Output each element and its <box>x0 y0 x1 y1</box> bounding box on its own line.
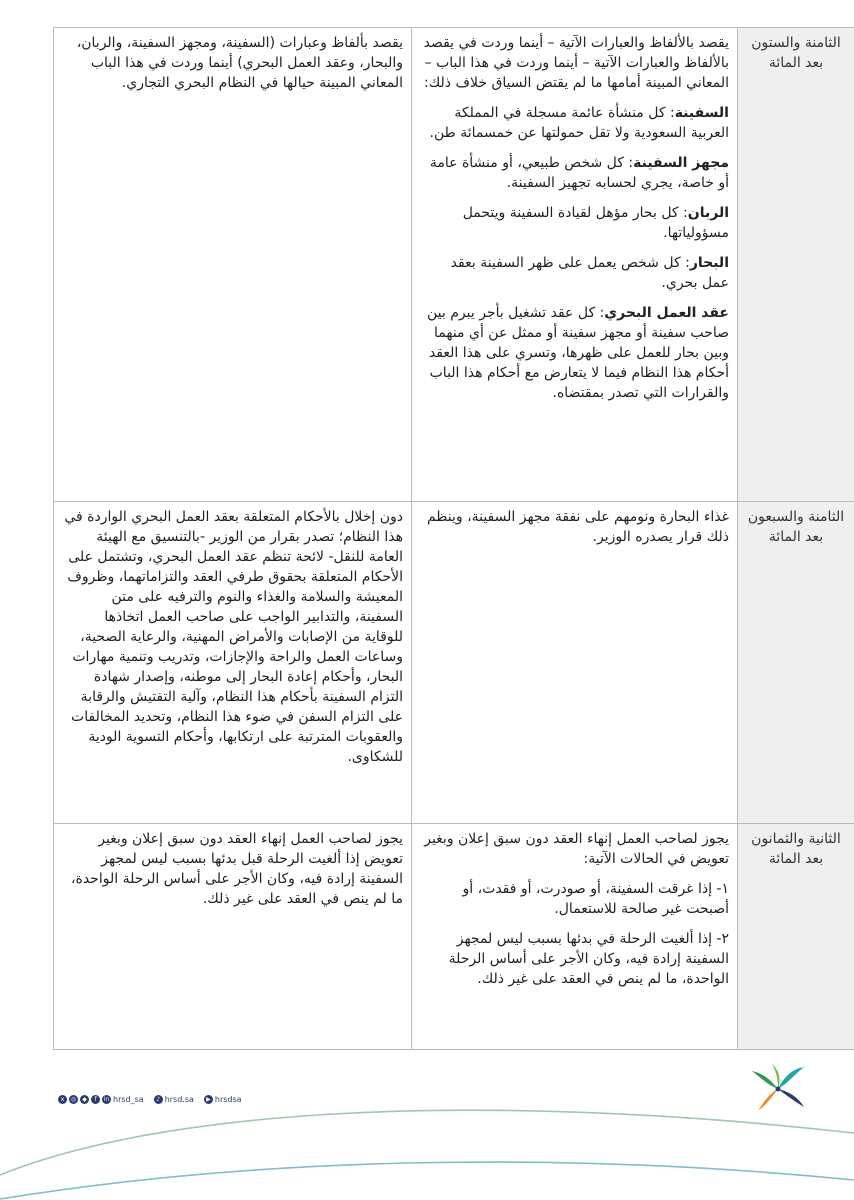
youtube-group <box>204 1095 242 1104</box>
table-row <box>54 502 854 824</box>
definition-term: البحار <box>689 255 729 271</box>
articles-table <box>53 27 854 1050</box>
article-number: الثامنة والستون بعد المائة <box>738 28 854 502</box>
definition-term: الربان <box>687 205 729 221</box>
hrsd-logo <box>748 1063 808 1115</box>
definition-text: : كل منشأة عائمة مسجلة في المملكة العربية السعودية ولا تقل حمولتها عن خمسمائة طن. <box>429 105 729 141</box>
definition-term: السفينة <box>674 105 729 121</box>
old-text-cell <box>54 502 412 824</box>
old-text-cell <box>54 824 412 1050</box>
old-text: يجوز لصاحب العمل إنهاء العقد دون سبق إعلان وبغير تعويض إذا ألغيت الرحلة قبل بدئها بسبب ليس لمجهز السفينة إرادة فيه، وكان الأجر على أساس الرحلة الواحدة، ما لم ينص في العقد على غير ذلك. <box>70 831 403 907</box>
snapchat-icon[interactable]: ◆ <box>80 1095 89 1104</box>
definition-text: : كل شخص يعمل على ظهر السفينة بعقد عمل بحري. <box>450 255 729 291</box>
old-text-cell <box>54 28 412 502</box>
article-number: الثامنة والسبعون بعد المائة <box>738 502 854 824</box>
new-text: غذاء البحارة ونومهم على نفقة مجهز السفينة، وينظم ذلك قرار يصدره الوزير. <box>426 509 729 545</box>
old-text: يقصد بألفاظ وعبارات (السفينة، ومجهز السفينة، والربان، والبحار، وعقد العمل البحري) أينما وردت في هذا الباب المعاني المبينة حيالها في النظام البحري التجاري. <box>76 35 403 91</box>
definition-text: : كل بحار مؤهل لقيادة السفينة ويتحمل مسؤولياتها. <box>462 205 729 241</box>
new-intro: يجوز لصاحب العمل إنهاء العقد دون سبق إعلان وبغير تعويض في الحالات الآتية: <box>424 831 729 867</box>
linkedin-icon[interactable]: in <box>103 1095 110 1103</box>
tiktok-group <box>154 1095 194 1104</box>
definition-term: مجهز السفينة <box>633 155 729 171</box>
definition-item <box>420 103 729 143</box>
definition-item <box>420 203 729 243</box>
instagram-icon[interactable]: ◎ <box>70 1095 77 1103</box>
list-item: ٢- إذا ألغيت الرحلة في بدئها بسبب ليس لمجهز السفينة إرادة فيه، وكان الأجر على أساس الرحلة الواحدة، ما لم ينص في العقد على غير ذلك. <box>448 931 729 987</box>
tiktok-icon[interactable]: ♪ <box>154 1095 163 1104</box>
social-group <box>58 1095 144 1104</box>
new-intro: يقصد بالألفاظ والعبارات الآتية – أينما وردت في يقصد بالألفاظ والعبارات الآتية – أينما وردت في هذا الباب – المعاني المبينة أمامها ما لم يقتض السياق خلاف ذلك: <box>423 35 729 91</box>
new-text-cell <box>412 28 738 502</box>
website-handle[interactable]: hrsd.sa <box>164 1094 194 1104</box>
article-number: الثانية والثمانون بعد المائة <box>738 824 854 1050</box>
x-icon[interactable]: x <box>58 1095 67 1104</box>
new-text-cell <box>412 824 738 1050</box>
definition-item <box>420 253 729 293</box>
table-row <box>54 28 854 502</box>
old-text: دون إخلال بالأحكام المتعلقة بعقد العمل البحري الواردة في هذا النظام؛ تصدر بقرار من الوزير -بالتنسيق مع الهيئة العامة للنقل- لائحة تنظم عقد العمل البحري، وتشتمل على الأحكام المتعلقة بحقوق طرفي العقد والتزاماتهما، وظروف المعيشة والسلامة والغذاء والنوم والترفيه على متن السفينة، والتدابير الواجب على صاحب العمل اتخاذها للوقاية من الإصابات والأمراض المهنية، والرعاية الصحية، وساعات العمل والراحة والإجازات، وتدريب وتنمية مهارات البحار، وأحكام إعادة البحار إلى موطنه، وإصدار شهادة التزام السفينة بأحكام هذا النظام، وآلية التفتيش والرقابة على التزام السفن في ضوء هذا النظام، وتحديد المخالفات والعقوبات المترتبة على ارتكابها، وأحكام التسوية الودية للشكاوى. <box>64 509 403 765</box>
footer-social <box>58 1093 242 1105</box>
definition-term: عقد العمل البحري <box>604 305 729 321</box>
definition-item <box>420 153 729 193</box>
definition-text: : كل عقد تشغيل بأجر يبرم بين صاحب سفينة أو مجهز سفينة أو ممثل عن أي منهما وبين بحار للعمل على ظهرها، وتسري على هذا العقد أحكام هذا النظام فيما لا يتعارض مع أحكام هذا الباب والقرارات التي تصدر بمقتضاه. <box>427 305 729 401</box>
definition-text: : كل شخص طبيعي، أو منشأة عامة أو خاصة، يجري لحسابه تجهيز السفينة. <box>429 155 729 191</box>
youtube-handle[interactable]: hrsdsa <box>214 1094 242 1104</box>
definition-item <box>420 303 729 403</box>
facebook-icon[interactable]: f <box>91 1095 100 1104</box>
list-item: ١- إذا غرقت السفينة، أو صودرت، أو فقدت، أو أصبحت غير صالحة للاستعمال. <box>462 881 729 917</box>
youtube-icon[interactable]: ▶ <box>204 1095 213 1104</box>
social-handle[interactable]: hrsd_sa <box>113 1094 144 1104</box>
table-row <box>54 824 854 1050</box>
new-text-cell <box>412 502 738 824</box>
footer-wave <box>0 1095 854 1200</box>
